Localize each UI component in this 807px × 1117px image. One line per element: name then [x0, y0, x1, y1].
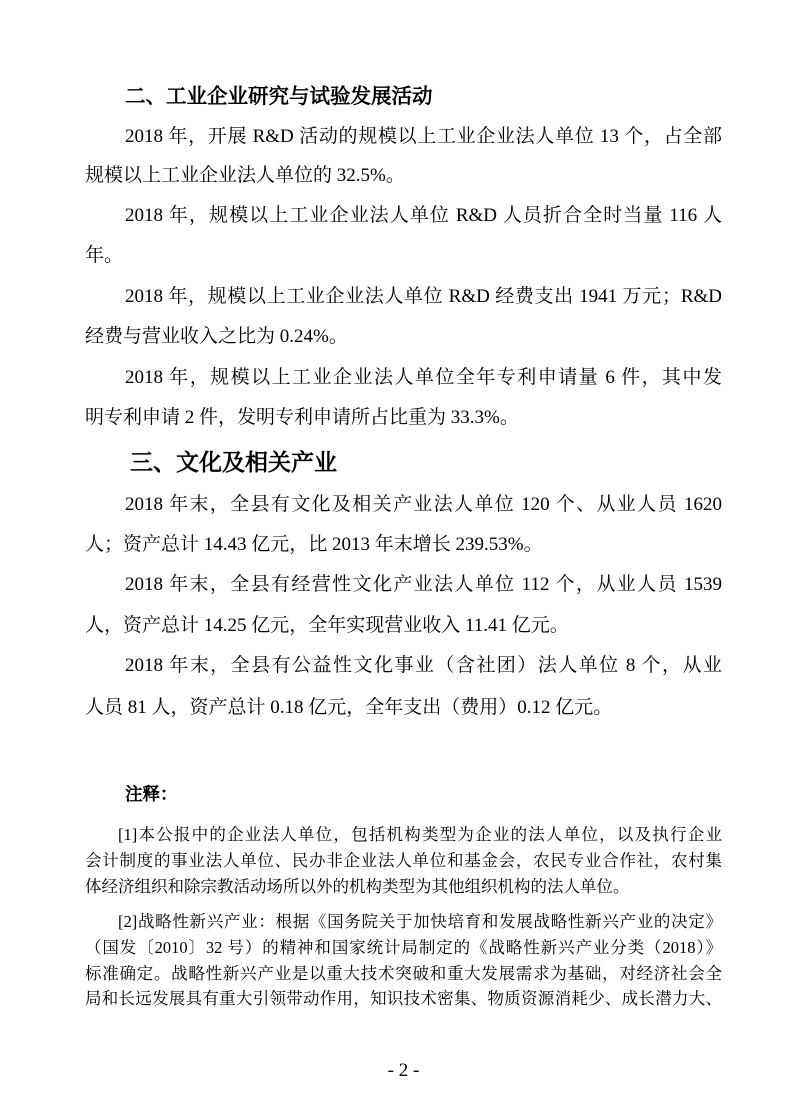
note-line: 体经济组织和除宗教活动场所以外的机构类型为其他组织机构的法人单位。 [85, 877, 630, 896]
notes-heading: 注释： [125, 784, 178, 804]
page-number: - 2 - [387, 1060, 420, 1081]
paragraph-line: 年。 [85, 245, 124, 266]
paragraph-line: 2018 年，规模以上工业企业法人单位全年专利申请量 6 件，其中发 [125, 367, 722, 388]
paragraph-line: 人；资产总计 14.43 亿元，比 2013 年末增长 239.53%。 [85, 534, 543, 555]
note-line: [2]战略性新兴产业：根据《国务院关于加快培育和发展战略性新兴产业的决定》 [118, 912, 722, 931]
note-line: （国发〔2010〕32 号）的精神和国家统计局制定的《战略性新兴产业分类（2018）》 [85, 938, 722, 957]
paragraph-line: 2018 年末，全县有经营性文化产业法人单位 112 个，从业人员 1539 [125, 574, 722, 595]
paragraph-line: 人员 81 人，资产总计 0.18 亿元，全年支出（费用）0.12 亿元。 [85, 697, 613, 718]
paragraph-line: 2018 年末，全县有文化及相关产业法人单位 120 个、从业人员 1620 [125, 494, 722, 515]
section-heading: 三、文化及相关产业 [130, 450, 337, 475]
paragraph-line: 2018 年，规模以上工业企业法人单位 R&D 经费支出 1941 万元；R&D [125, 286, 722, 307]
note-line: [1]本公报中的企业法人单位，包括机构类型为企业的法人单位，以及执行企业 [118, 825, 722, 844]
paragraph-line: 人，资产总计 14.25 亿元，全年实现营业收入 11.41 亿元。 [85, 615, 569, 636]
paragraph-line: 2018 年末，全县有公益性文化事业（含社团）法人单位 8 个，从业 [125, 655, 722, 676]
paragraph-line: 规模以上工业企业法人单位的 32.5%。 [85, 165, 405, 186]
section-heading: 二、工业企业研究与试验发展活动 [125, 86, 433, 108]
note-line: 会计制度的事业法人单位、民办非企业法人单位和基金会，农民专业合作社，农村集 [85, 851, 722, 870]
paragraph-line: 明专利申请 2 件，发明专利申请所占比重为 33.3%。 [85, 407, 519, 428]
note-line: 局和长远发展具有重大引领带动作用，知识技术密集、物质资源消耗少、成长潜力大、 [85, 989, 722, 1008]
paragraph-line: 2018 年，开展 R&D 活动的规模以上工业企业法人单位 13 个，占全部 [125, 126, 722, 147]
paragraph-line: 经费与营业收入之比为 0.24%。 [85, 326, 348, 347]
paragraph-line: 2018 年，规模以上工业企业法人单位 R&D 人员折合全时当量 116 人 [125, 205, 722, 226]
note-line: 标准确定。战略性新兴产业是以重大技术突破和重大发展需求为基础，对经济社会全 [85, 964, 722, 983]
